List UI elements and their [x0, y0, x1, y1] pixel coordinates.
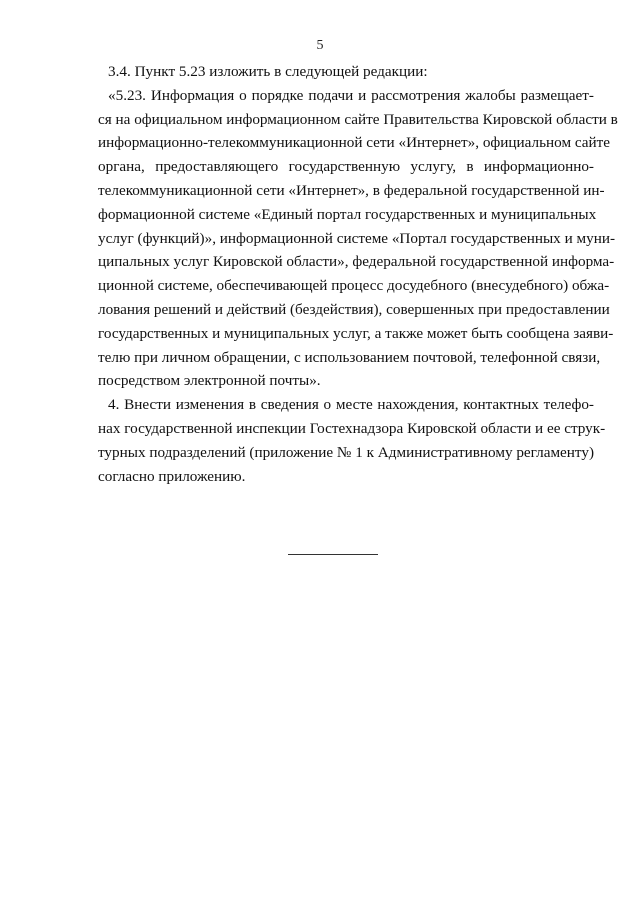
clause-4-line: турных подразделений (приложение № 1 к Административному регламенту): [98, 443, 595, 461]
clause-3-4-line: посредством электронной почты».: [98, 372, 321, 390]
clause-3-4-line: органа, предоставляющего государственную услугу, в информационно-: [98, 158, 594, 176]
end-separator-line: [288, 554, 378, 555]
clause-3-4-line: государственных и муниципальных услуг, а также может быть сообщена заяви-: [98, 324, 614, 342]
clause-3-4-line: ся на официальном информационном сайте Правительства Кировской области в: [98, 110, 618, 128]
clause-3-4-line: телю при личном обращении, с использованием почтовой, телефонной связи,: [98, 348, 601, 366]
clause-3-4-line: ционной системе, обеспечивающей процесс досудебного (внесудебного) обжа-: [98, 277, 610, 295]
clause-4-text: [98, 393, 606, 488]
document-body: [98, 60, 618, 488]
clause-3-4-line: телекоммуникационной сети «Интернет», в федеральной государственной ин-: [98, 181, 605, 199]
clause-3-4-intro: [98, 60, 594, 84]
clause-3-4-line: информационно-телекоммуникационной сети «Интернет», официальном сайте: [98, 134, 611, 152]
clause-3-4-line: «5.23. Информация о порядке подачи и рассмотрения жалобы размещает-: [108, 86, 594, 104]
clause-3-4-line: услуг (функций)», информационной системе «Портал государственных и муни-: [98, 229, 616, 247]
clause-3-4-line: формационной системе «Единый портал государственных и муниципальных: [98, 205, 597, 223]
clause-4-line: согласно приложению.: [98, 467, 246, 485]
clause-3-4-line: ципальных услуг Кировской области», федеральной государственной информа-: [98, 253, 615, 271]
clause-3-4-intro-text: 3.4. Пункт 5.23 изложить в следующей редакции:: [108, 63, 428, 80]
clause-4-line: 4. Внести изменения в сведения о месте нахождения, контактных телефо-: [108, 396, 594, 414]
page-number: 5: [316, 38, 324, 53]
clause-3-4-line: лования решений и действий (бездействия), совершенных при предоставлении: [98, 300, 610, 318]
clause-4-line: нах государственной инспекции Гостехнадзора Кировской области и ее струк-: [98, 419, 606, 437]
clause-3-4-text: [98, 84, 618, 393]
